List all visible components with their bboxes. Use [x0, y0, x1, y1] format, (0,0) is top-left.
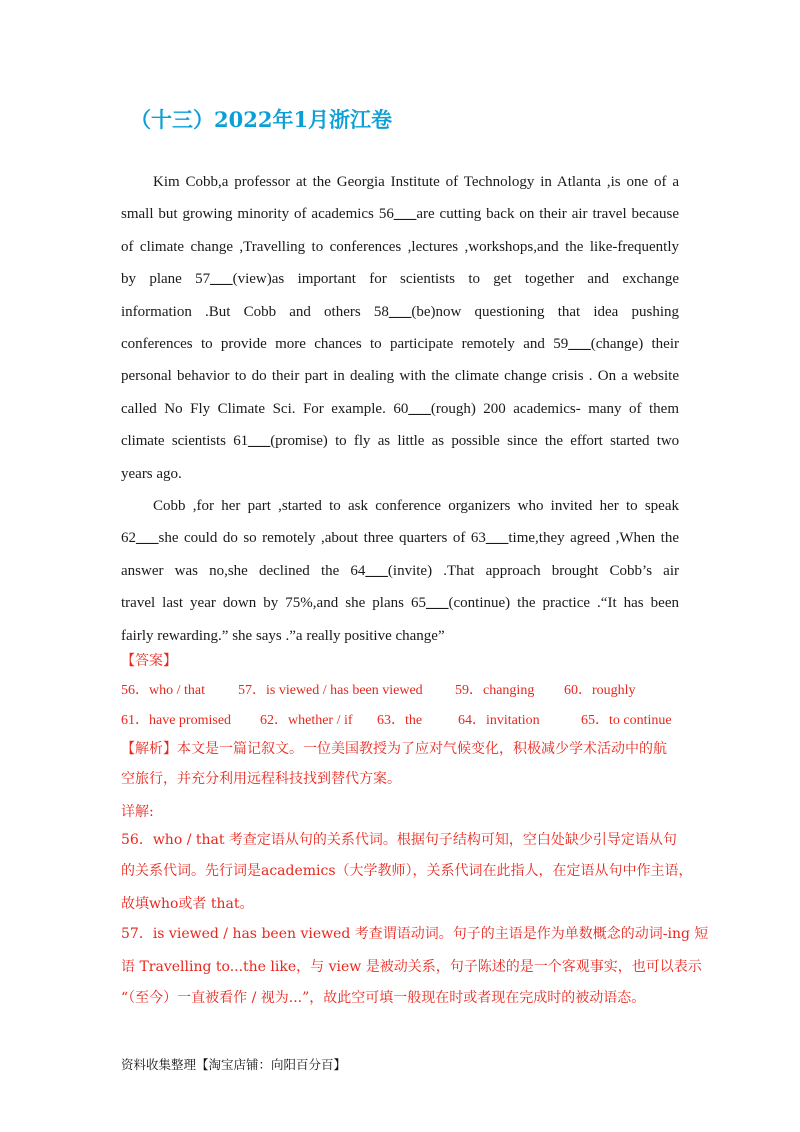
- explanation-57-line: “（至今）一直被看作 / 视为...”，故此空可填一般现在时或者现在完成时的被动语态。: [121, 990, 646, 1006]
- passage-line: small but growing minority of academics 56___are cutting back on their air travel because: [121, 206, 679, 223]
- blank-57: ___: [210, 271, 233, 288]
- passage-line: information .But Cobb and others 58___(be)now questioning that idea pushing: [121, 303, 680, 320]
- passage-line: personal behavior to do their part in dealing with the climate change crisis . On a website: [121, 368, 679, 385]
- explanation-56-line: 56．who / that 考查定语从句的关系代词。根据句子结构可知，空白处缺少引导定语从句: [121, 832, 677, 848]
- passage-line: climate scientists 61___(promise) to fly as little as possible since the effort started two: [121, 433, 679, 450]
- passage-line: of climate change ,Travelling to conferences ,lectures ,workshops,and the like-frequently: [121, 238, 679, 255]
- answer-57: 57．is viewed / has been viewed: [238, 683, 423, 698]
- answer-row-1: [121, 679, 683, 699]
- blank-65: ___: [426, 595, 449, 612]
- blank-59: ___: [568, 336, 591, 353]
- explanation-57-line: 语 Travelling to...the like，与 view 是被动关系，句子陈述的是一个客观事实，也可以表示: [121, 959, 702, 975]
- answer-60: 60．roughly: [564, 683, 636, 698]
- blank-62: ___: [136, 530, 159, 547]
- passage-line: Cobb ,for her part ,started to ask conference organizers who invited her to speak: [153, 498, 679, 515]
- detail-label: 详解:: [121, 804, 154, 820]
- passage-line: conferences to provide more chances to participate remotely and 59___(change) their: [121, 336, 680, 353]
- passage-line: travel last year down by 75%,and she plans 65___(continue) the practice .“It has been: [121, 595, 679, 612]
- answer-56: 56．who / that: [121, 683, 205, 698]
- passage-line: answer was no,she declined the 64___(invite) .That approach brought Cobb’s air: [121, 562, 679, 579]
- explanation-56-line: 故填who或者 that。: [121, 896, 254, 912]
- page-title: （十三）2022年1月浙江卷: [130, 107, 393, 132]
- answer-63: 63．the: [377, 713, 423, 728]
- passage-line: called No Fly Climate Sci. For example. 60___(rough) 200 academics- many of them: [121, 400, 679, 417]
- reading-passage: [121, 166, 679, 652]
- passage-line: years ago.: [121, 465, 182, 482]
- passage-line: by plane 57___(view)as important for scientists to get together and exchange: [121, 271, 679, 288]
- page-footer: 资料收集整理【淘宝店铺：向阳百分百】: [121, 1057, 347, 1072]
- blank-63: ___: [485, 530, 509, 547]
- answer-65: 65．to continue: [581, 713, 672, 728]
- answer-59: 59．changing: [455, 683, 535, 698]
- blank-64: ___: [365, 562, 388, 579]
- blank-60: ___: [408, 400, 431, 417]
- explanation-57-line: 57．is viewed / has been viewed 考查谓语动词。句子的主语是作为单数概念的动词-ing 短: [121, 926, 709, 942]
- blank-58: ___: [388, 303, 412, 320]
- blank-61: ___: [248, 433, 271, 450]
- answer-row-2: [121, 709, 683, 729]
- passage-line: Kim Cobb,a professor at the Georgia Institute of Technology in Atlanta ,is one of a: [153, 174, 679, 190]
- answer-61: 61．have promised: [121, 713, 232, 728]
- answer-label: 【答案】: [121, 653, 177, 669]
- answer-64: 64．invitation: [458, 713, 540, 728]
- explanation-56-line: 的关系代词。先行词是academics（大学教师），关系代词在此指人，在定语从句中作主语，: [121, 863, 693, 879]
- passage-line: fairly rewarding.” she says .”a really positive change”: [121, 627, 445, 644]
- answer-62: 62．whether / if: [260, 713, 353, 728]
- blank-56: ___: [393, 206, 417, 223]
- analysis-line: 【解析】本文是一篇记叙文。一位美国教授为了应对气候变化，积极减少学术活动中的航: [121, 741, 667, 757]
- passage-line: 62___she could do so remotely ,about three quarters of 63___time,they agreed ,When the: [121, 530, 679, 547]
- analysis-line: 空旅行，并充分利用远程科技找到替代方案。: [121, 771, 401, 787]
